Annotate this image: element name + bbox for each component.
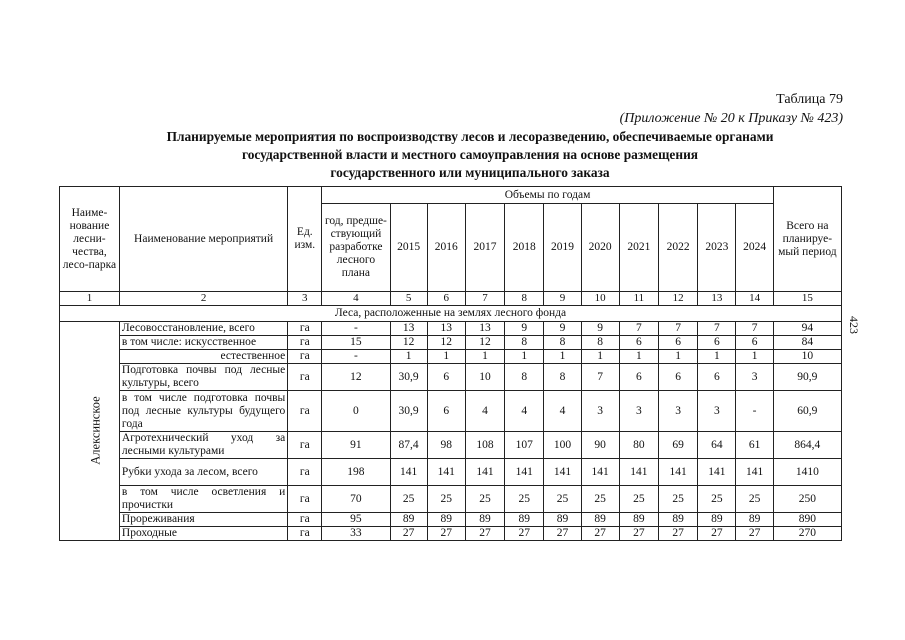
previous-year-value: - [322,350,390,364]
activity-name: Агротехнический уход за лесными культурами [119,432,287,459]
header-year: 2017 [465,204,504,292]
year-value: 89 [390,513,427,527]
year-value: 7 [581,364,619,391]
column-number: 8 [505,292,544,306]
year-value: 3 [659,391,698,432]
year-value: 27 [698,527,736,541]
total-value: 864,4 [773,432,841,459]
column-number: 7 [465,292,504,306]
table-row [60,486,842,513]
year-value: 100 [544,432,581,459]
header-year: 2016 [427,204,465,292]
year-value: 141 [544,459,581,486]
year-value: 89 [427,513,465,527]
activity-name: в том числе подготовка почвы под лесные культуры будущего года [119,391,287,432]
year-value: 141 [581,459,619,486]
year-value: 89 [505,513,544,527]
year-value: 9 [505,322,544,336]
year-value: 30,9 [390,364,427,391]
column-number: 15 [773,292,841,306]
year-value: 27 [390,527,427,541]
year-value: 6 [427,391,465,432]
year-value: 7 [736,322,773,336]
column-number: 3 [288,292,322,306]
header-year: 2021 [619,204,658,292]
year-value: 87,4 [390,432,427,459]
year-value: 141 [390,459,427,486]
header-year: 2018 [505,204,544,292]
table-row [60,513,842,527]
forestry-name: Алексинское [88,396,103,465]
year-value: 4 [465,391,504,432]
year-value: 1 [465,350,504,364]
header-forestry: Наиме-нование лесни-чества, лесо-парка [60,187,120,292]
year-value: 1 [619,350,658,364]
year-value: 89 [619,513,658,527]
column-number-row [60,292,842,306]
year-value: 30,9 [390,391,427,432]
year-value: 27 [465,527,504,541]
year-value: 3 [698,391,736,432]
year-value: 6 [698,336,736,350]
unit-cell: га [288,527,322,541]
header-unit: Ед. изм. [288,187,322,292]
year-value: 3 [736,364,773,391]
total-value: 270 [773,527,841,541]
header-year: 2015 [390,204,427,292]
year-value: 6 [659,364,698,391]
table-row [60,432,842,459]
year-value: 10 [465,364,504,391]
unit-cell: га [288,513,322,527]
total-value: 10 [773,350,841,364]
year-value: 12 [390,336,427,350]
year-value: 25 [505,486,544,513]
year-value: 6 [619,336,658,350]
year-value: 6 [736,336,773,350]
total-value: 84 [773,336,841,350]
year-value: 27 [544,527,581,541]
activity-name: Рубки ухода за лесом, всего [119,459,287,486]
previous-year-value: 15 [322,336,390,350]
year-value: 6 [427,364,465,391]
column-number: 14 [736,292,773,306]
year-value: 8 [544,364,581,391]
header-year: 2020 [581,204,619,292]
year-value: 141 [505,459,544,486]
year-value: 1 [698,350,736,364]
column-number: 13 [698,292,736,306]
year-value: 89 [698,513,736,527]
unit-cell: га [288,336,322,350]
year-value: 27 [619,527,658,541]
unit-cell: га [288,432,322,459]
table-row [60,336,842,350]
header-year: 2024 [736,204,773,292]
year-value: 9 [581,322,619,336]
year-value: 89 [581,513,619,527]
table-row [60,527,842,541]
column-number: 12 [659,292,698,306]
previous-year-value: 70 [322,486,390,513]
year-value: 25 [698,486,736,513]
year-value: 4 [544,391,581,432]
year-value: 6 [659,336,698,350]
year-value: 25 [465,486,504,513]
table-row [60,459,842,486]
year-value: 1 [544,350,581,364]
year-value: 141 [659,459,698,486]
year-value: 4 [505,391,544,432]
year-value: 27 [736,527,773,541]
header-year: 2019 [544,204,581,292]
year-value: 108 [465,432,504,459]
year-value: 69 [659,432,698,459]
year-value: 89 [465,513,504,527]
year-value: 6 [698,364,736,391]
year-value: 7 [698,322,736,336]
year-value: 12 [465,336,504,350]
year-value: 1 [427,350,465,364]
year-value: 25 [581,486,619,513]
year-value: 89 [544,513,581,527]
previous-year-value: 198 [322,459,390,486]
total-value: 250 [773,486,841,513]
year-value: 13 [465,322,504,336]
column-number: 4 [322,292,390,306]
year-value: 25 [390,486,427,513]
total-value: 890 [773,513,841,527]
activity-name: Прореживания [119,513,287,527]
document-title [120,128,820,182]
year-value: 80 [619,432,658,459]
year-value: 13 [427,322,465,336]
column-number: 10 [581,292,619,306]
activity-name: Проходные [119,527,287,541]
unit-cell: га [288,350,322,364]
title-line: Планируемые мероприятия по воспроизводству лесов и лесоразведению, обеспечиваемые органами [166,129,774,144]
activity-name: в том числе: искусственное [119,336,287,350]
header-volumes-by-year: Объемы по годам [322,187,773,204]
unit-cell: га [288,391,322,432]
header-total: Всего на планируе-мый период [773,187,841,292]
activities-table [59,186,842,541]
year-value: 27 [427,527,465,541]
activity-name: естественное [119,350,287,364]
year-value: 6 [619,364,658,391]
table-row [60,364,842,391]
side-page-number: 423 [847,316,861,334]
previous-year-value: 0 [322,391,390,432]
year-value: 7 [619,322,658,336]
year-value: 9 [544,322,581,336]
year-value: 8 [505,364,544,391]
unit-cell: га [288,364,322,391]
table-number: Таблица 79 [776,92,843,107]
header-year: 2023 [698,204,736,292]
previous-year-value: 91 [322,432,390,459]
unit-cell: га [288,486,322,513]
year-value: 12 [427,336,465,350]
forestry-name-cell [60,322,120,541]
total-value: 90,9 [773,364,841,391]
previous-year-value: 33 [322,527,390,541]
column-number: 5 [390,292,427,306]
previous-year-value: 95 [322,513,390,527]
total-value: 1410 [773,459,841,486]
unit-cell: га [288,459,322,486]
year-value: 107 [505,432,544,459]
year-value: 3 [619,391,658,432]
year-value: 25 [736,486,773,513]
appendix-reference: (Приложение № 20 к Приказу № 423) [619,111,843,126]
activity-name: в том числе осветления и прочистки [119,486,287,513]
previous-year-value: 12 [322,364,390,391]
header-activity: Наименование мероприятий [119,187,287,292]
year-value: 98 [427,432,465,459]
year-value: 25 [544,486,581,513]
year-value: 64 [698,432,736,459]
title-line: государственного или муниципального заказа [330,165,610,180]
year-value: 1 [659,350,698,364]
year-value: 141 [698,459,736,486]
header-previous-year: год, предше-ствующий разработке лесного плана [322,204,390,292]
year-value: 1 [581,350,619,364]
year-value: 8 [505,336,544,350]
total-value: 60,9 [773,391,841,432]
column-number: 6 [427,292,465,306]
year-value: 1 [505,350,544,364]
year-value: 141 [736,459,773,486]
column-number: 11 [619,292,658,306]
year-value: 8 [544,336,581,350]
table-row [60,391,842,432]
total-value: 94 [773,322,841,336]
year-value: 89 [659,513,698,527]
unit-cell: га [288,322,322,336]
year-value: 141 [619,459,658,486]
year-value: 7 [659,322,698,336]
year-value: 27 [659,527,698,541]
header-year: 2022 [659,204,698,292]
title-line: государственной власти и местного самоуправления на основе размещения [241,147,699,162]
year-value: 13 [390,322,427,336]
year-value: 61 [736,432,773,459]
year-value: 25 [659,486,698,513]
year-value: 1 [390,350,427,364]
column-number: 2 [119,292,287,306]
year-value: 25 [427,486,465,513]
year-value: 1 [736,350,773,364]
section-title: Леса, расположенные на землях лесного фонда [60,306,842,322]
year-value: 89 [736,513,773,527]
table-row [60,322,842,336]
table-row [60,350,842,364]
section-row [60,306,842,322]
year-value: 141 [427,459,465,486]
year-value: 8 [581,336,619,350]
activity-name: Лесовосстановление, всего [119,322,287,336]
year-value: 3 [581,391,619,432]
year-value: 27 [581,527,619,541]
column-number: 9 [544,292,581,306]
year-value: - [736,391,773,432]
previous-year-value: - [322,322,390,336]
year-value: 25 [619,486,658,513]
year-value: 27 [505,527,544,541]
activity-name: Подготовка почвы под лесные культуры, всего [119,364,287,391]
year-value: 90 [581,432,619,459]
column-number: 1 [60,292,120,306]
year-value: 141 [465,459,504,486]
